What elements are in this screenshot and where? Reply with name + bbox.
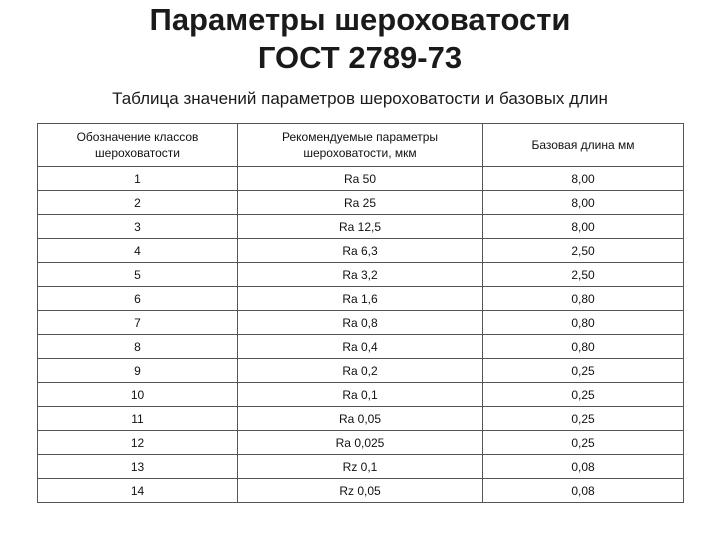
table-row [38,167,684,191]
cell-base-length: 0,80 [483,335,684,359]
cell-parameter: Ra 25 [238,191,483,215]
cell-parameter: Ra 0,4 [238,335,483,359]
header-base-length: Базовая длина мм [483,124,684,167]
cell-parameter: Ra 1,6 [238,287,483,311]
cell-class: 9 [38,359,238,383]
cell-class: 1 [38,167,238,191]
cell-base-length: 2,50 [483,263,684,287]
table-row [38,263,684,287]
table-row [38,311,684,335]
cell-base-length: 0,08 [483,479,684,503]
cell-parameter: Ra 0,1 [238,383,483,407]
table-row [38,455,684,479]
standard-title: ГОСТ 2789-73 [257,40,463,75]
table-row [38,239,684,263]
table-row [38,383,684,407]
table-row [38,359,684,383]
cell-parameter: Ra 50 [238,167,483,191]
cell-base-length: 8,00 [483,167,684,191]
cell-parameter: Rz 0,05 [238,479,483,503]
cell-class: 7 [38,311,238,335]
cell-base-length: 8,00 [483,215,684,239]
table-row [38,215,684,239]
cell-class: 3 [38,215,238,239]
cell-base-length: 0,25 [483,407,684,431]
table-row [38,191,684,215]
cell-parameter: Ra 3,2 [238,263,483,287]
roughness-table [37,123,684,503]
cell-base-length: 0,80 [483,311,684,335]
cell-base-length: 0,25 [483,383,684,407]
header-recommended-parameters: Рекомендуемые параметры шероховатости, мкм [238,124,483,167]
table-body [38,167,684,503]
cell-class: 6 [38,287,238,311]
table-header-row [38,124,684,167]
cell-base-length: 8,00 [483,191,684,215]
table-row [38,479,684,503]
cell-class: 5 [38,263,238,287]
cell-base-length: 0,80 [483,287,684,311]
cell-class: 10 [38,383,238,407]
cell-class: 14 [38,479,238,503]
cell-class: 2 [38,191,238,215]
page-title: Параметры шероховатости [149,2,571,37]
header-class-designation: Обозначение классов шероховатости [38,124,238,167]
cell-parameter: Ra 0,8 [238,311,483,335]
cell-base-length: 0,25 [483,431,684,455]
cell-parameter: Rz 0,1 [238,455,483,479]
cell-parameter: Ra 0,025 [238,431,483,455]
cell-class: 12 [38,431,238,455]
cell-parameter: Ra 6,3 [238,239,483,263]
cell-parameter: Ra 12,5 [238,215,483,239]
table-row [38,287,684,311]
cell-parameter: Ra 0,05 [238,407,483,431]
cell-base-length: 0,08 [483,455,684,479]
cell-class: 13 [38,455,238,479]
table-caption: Таблица значений параметров шероховатости и базовых длин [112,89,608,108]
cell-base-length: 2,50 [483,239,684,263]
cell-class: 8 [38,335,238,359]
table-row [38,335,684,359]
cell-class: 11 [38,407,238,431]
table-row [38,407,684,431]
cell-base-length: 0,25 [483,359,684,383]
cell-class: 4 [38,239,238,263]
cell-parameter: Ra 0,2 [238,359,483,383]
table-row [38,431,684,455]
